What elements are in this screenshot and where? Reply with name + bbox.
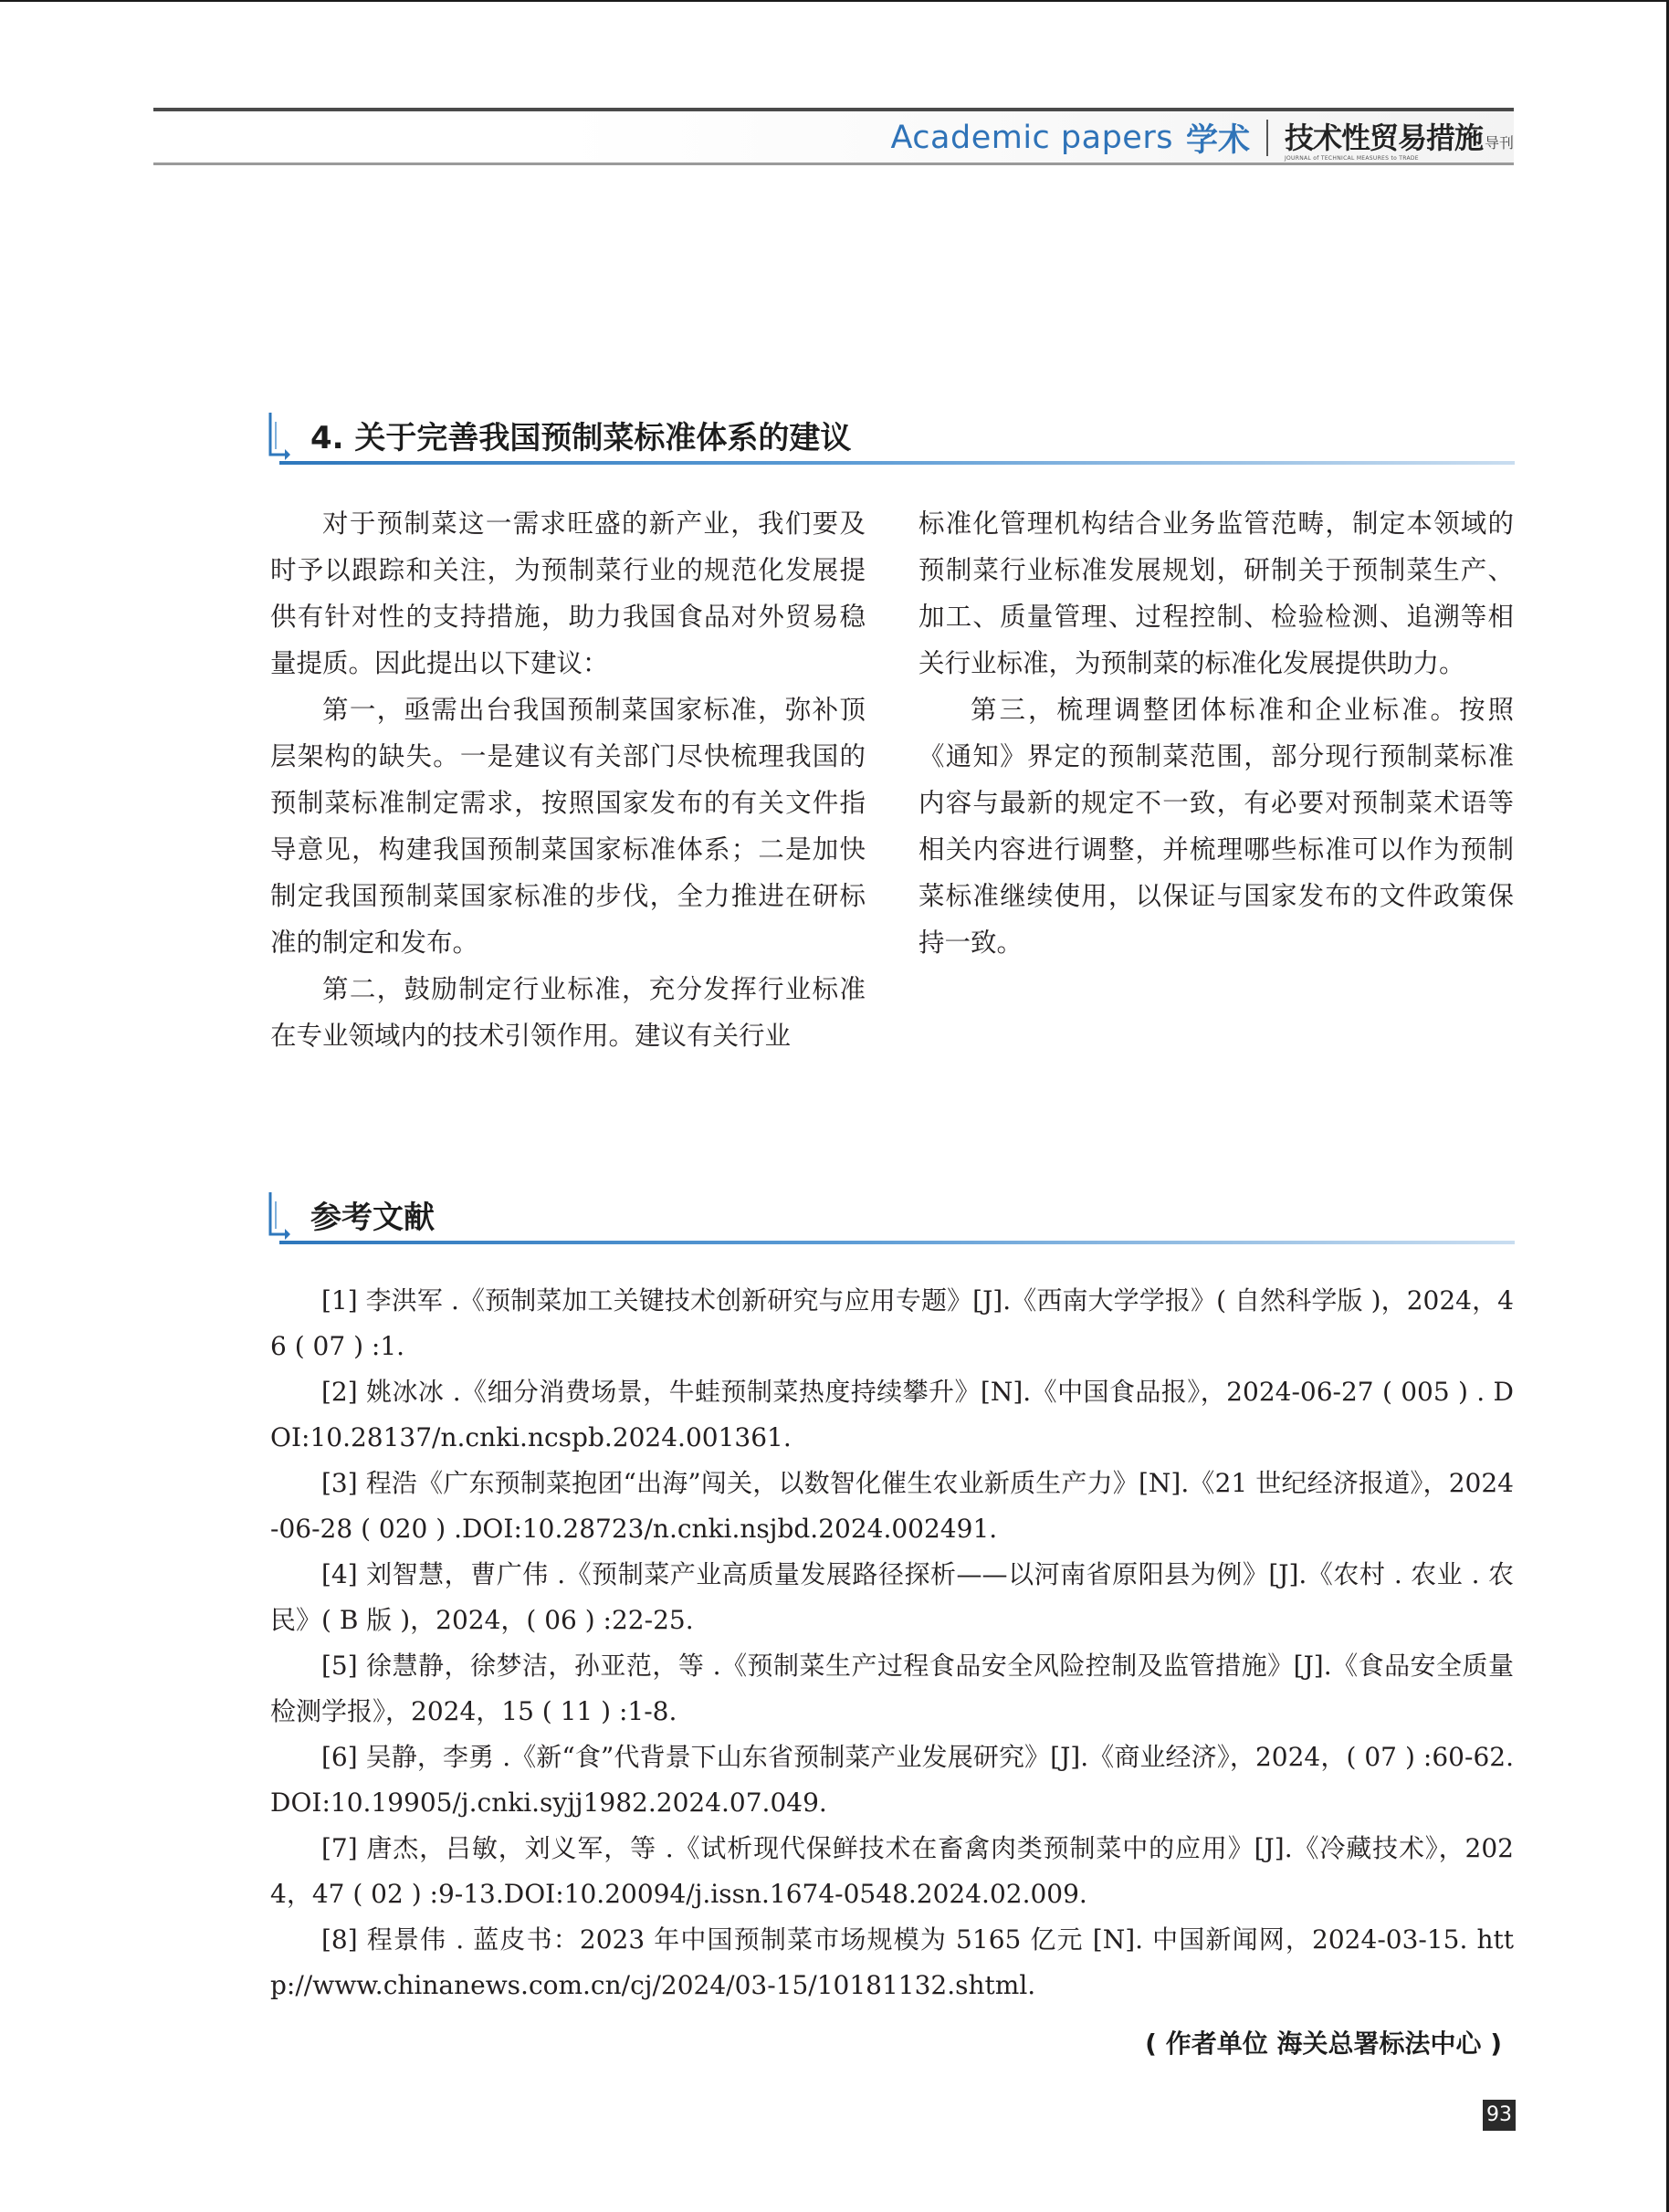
reference-item: [4] 刘智慧，曹广伟 .《预制菜产业高质量发展路径探析——以河南省原阳县为例》[J].《农村 . 农业 . 农民》( B 版 )，2024，( 06 ) :22-25.	[270, 1559, 1514, 1635]
header-section-en: Academic papers	[890, 120, 1173, 156]
references-list	[270, 1278, 1514, 2008]
references-rule	[279, 1241, 1515, 1244]
header-section-zh: 学术	[1185, 122, 1250, 159]
section-bracket-icon	[267, 1189, 299, 1243]
reference-item: [6] 吴静，李勇 .《新“食”代背景下山东省预制菜产业发展研究》[J].《商业经济》，2024，( 07 ) :60-62. DOI:10.19905/j.cnki.syjj1982.2024.07.049.	[270, 1742, 1514, 1818]
paragraph: 第三，梳理调整团体标准和企业标准。按照《通知》界定的预制菜范围，部分现行预制菜标准内容与最新的规定不一致，有必要对预制菜术语等相关内容进行调整，并梳理哪些标准可以作为预制菜标准继续使用，以保证与国家发布的文件政策保持一致。	[918, 695, 1514, 958]
body-column-right	[918, 500, 1514, 966]
reference-item: [2] 姚冰冰 .《细分消费场景，牛蛙预制菜热度持续攀升》[N].《中国食品报》，2024-06-27 ( 005 ) . DOI:10.28137/n.cnki.ncspb.2024.001361.	[270, 1377, 1514, 1452]
magazine-english-name: JOURNAL of TECHNICAL MEASURES to TRADE	[1284, 154, 1419, 162]
paragraph: 对于预制菜这一需求旺盛的新产业，我们要及时予以跟踪和关注，为预制菜行业的规范化发展提供有针对性的支持措施，助力我国食品对外贸易稳量提质。因此提出以下建议：	[270, 508, 866, 678]
references-title: 参考文献	[310, 1200, 435, 1236]
paragraph: 第一，亟需出台我国预制菜国家标准，弥补顶层架构的缺失。一是建议有关部门尽快梳理我国的预制菜标准制定需求，按照国家发布的有关文件指导意见，构建我国预制菜国家标准体系；二是加快制定我国预制菜国家标准的步伐，全力推进在研标准的制定和发布。	[270, 695, 866, 958]
body-column-left	[270, 500, 866, 1059]
reference-item: [1] 李洪军 .《预制菜加工关键技术创新研究与应用专题》[J].《西南大学学报》( 自然科学版 )，2024，46 ( 07 ) :1.	[270, 1285, 1514, 1361]
header-bottom-rule	[153, 162, 1514, 165]
section-4-title: 4. 关于完善我国预制菜标准体系的建议	[310, 420, 852, 456]
reference-item: [8] 程景伟 . 蓝皮书：2023 年中国预制菜市场规模为 5165 亿元 [N]. 中国新闻网，2024-03-15. http://www.chinanews.com.cn/cj/2024/03-15/10181132.shtml.	[270, 1924, 1514, 2000]
magazine-name: 技术性贸易措施	[1284, 120, 1483, 155]
paragraph: 第二，鼓励制定行业标准，充分发挥行业标准在专业领域内的技术引领作用。建议有关行业	[270, 974, 866, 1051]
magazine-tag: 导刊	[1484, 133, 1514, 152]
reference-item: [7] 唐杰，吕敏，刘义军，等 .《试析现代保鲜技术在畜禽肉类预制菜中的应用》[J].《冷藏技术》，2024，47 ( 02 ) :9-13.DOI:10.20094/j.issn.1674-0548.2024.02.009.	[270, 1833, 1514, 1909]
reference-item: [3] 程浩《广东预制菜抱团“出海”闯关，以数智化催生农业新质生产力》[N].《21 世纪经济报道》，2024-06-28 ( 020 ) .DOI:10.28723/n.cnki.nsjbd.2024.002491.	[270, 1468, 1514, 1544]
header-top-rule	[153, 108, 1514, 111]
section-bracket-icon	[267, 409, 299, 464]
header-separator	[1266, 120, 1268, 156]
page-frame-top	[0, 0, 1669, 2]
author-unit: ( 作者单位 海关总署标法中心 )	[1145, 2029, 1502, 2059]
page-number: 93	[1483, 2100, 1516, 2131]
running-header	[890, 115, 1514, 161]
reference-item: [5] 徐慧静，徐梦洁，孙亚范，等 .《预制菜生产过程食品安全风险控制及监管措施》[J].《食品安全质量检测学报》，2024，15 ( 11 ) :1-8.	[270, 1651, 1514, 1726]
section-4-rule	[279, 461, 1515, 465]
magazine-logo	[1285, 115, 1514, 162]
paragraph: 标准化管理机构结合业务监管范畴，制定本领域的预制菜行业标准发展规划，研制关于预制菜生产、加工、质量管理、过程控制、检验检测、追溯等相关行业标准，为预制菜的标准化发展提供助力。	[918, 508, 1514, 678]
